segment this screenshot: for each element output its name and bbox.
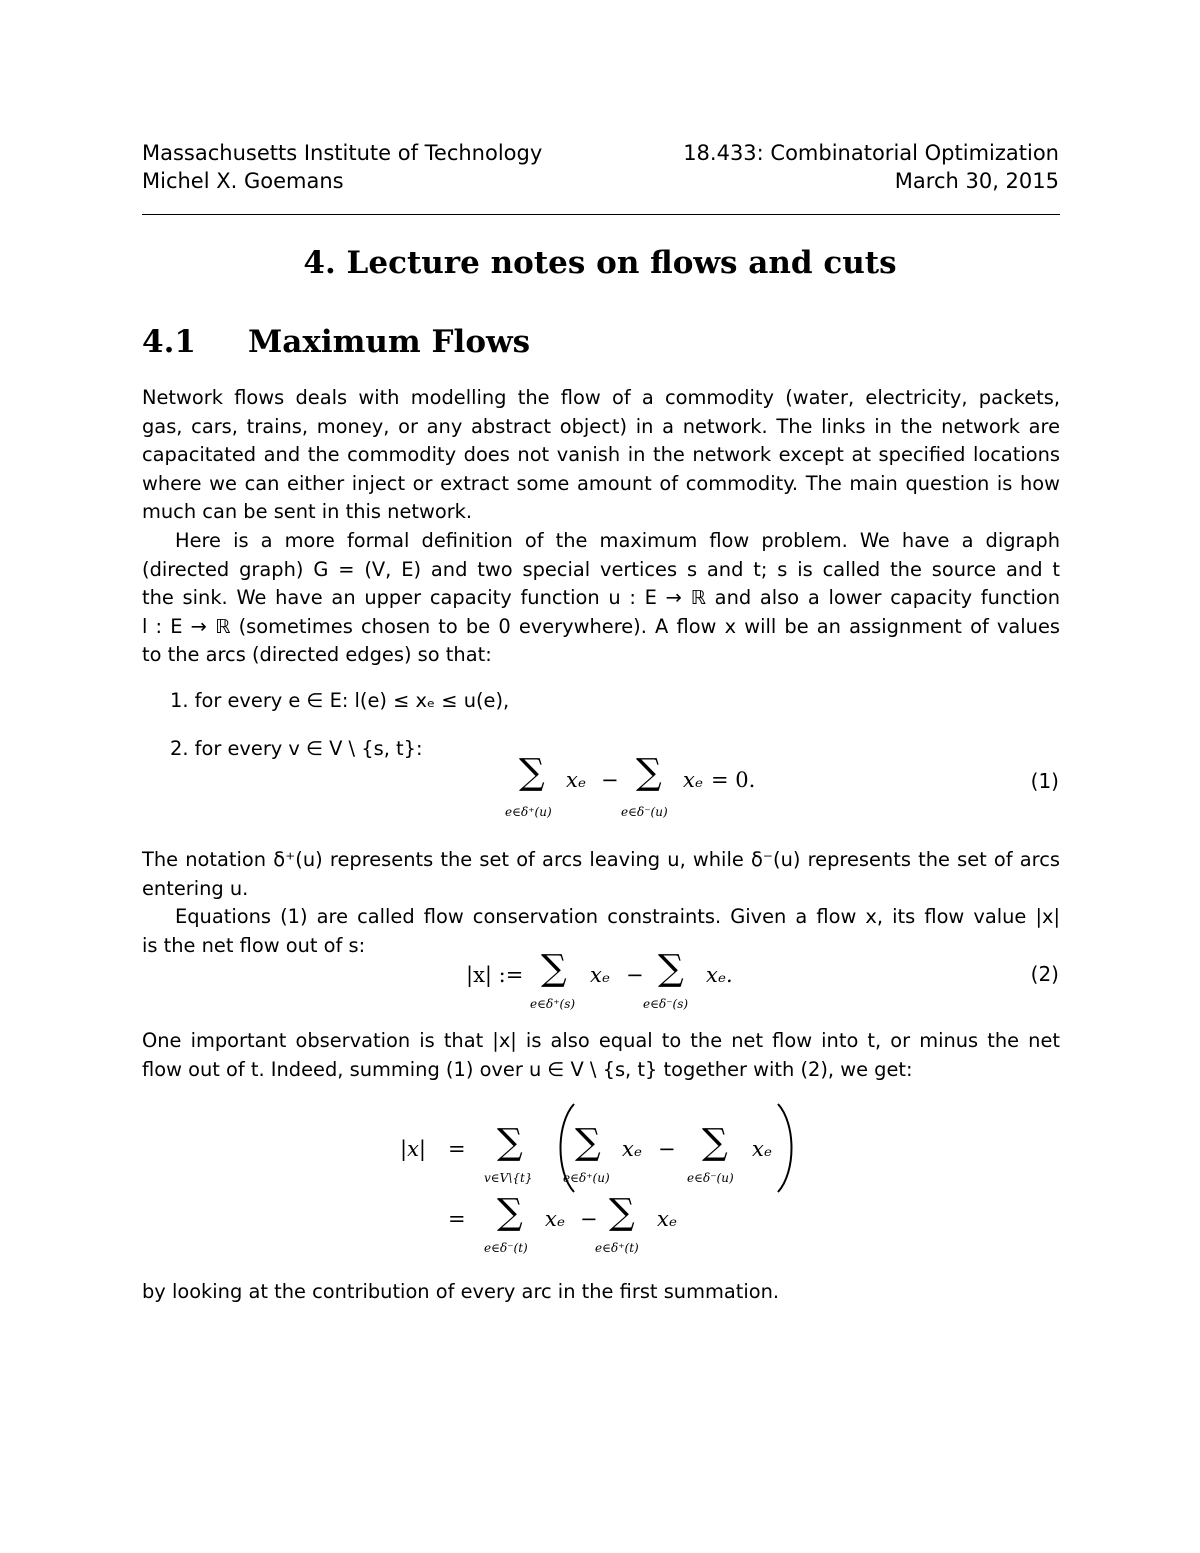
definition-paragraph [142, 527, 1060, 670]
right-paren [772, 1102, 802, 1194]
sum-symbol: ∑ [636, 752, 662, 793]
term: xₑ [566, 768, 586, 792]
sum-subscript: e∈δ⁺(u) [505, 805, 552, 819]
minus-sign: − [601, 768, 619, 792]
equation-lhs: |x| [400, 1137, 426, 1161]
sum-subscript: e∈δ⁻(u) [687, 1171, 734, 1185]
text-line: flow out of t. Indeed, summing (1) over u ∈ V \ {s, t} together with (2), we get: [142, 1057, 913, 1081]
header-course: 18.433: Combinatorial Optimization [683, 141, 1059, 165]
sum-subscript: e∈δ⁺(u) [563, 1171, 610, 1185]
sum-subscript: e∈δ⁻(t) [484, 1241, 528, 1255]
intro-paragraph [142, 384, 1060, 527]
sum-subscript: e∈δ⁻(u) [621, 805, 668, 819]
sum-symbol: ∑ [575, 1122, 601, 1163]
equation-lhs: |x| := [466, 963, 524, 987]
header-date: March 30, 2015 [894, 169, 1059, 193]
sum-subscript: e∈δ⁺(s) [530, 997, 576, 1011]
section-heading [142, 324, 530, 360]
term: xₑ. [706, 963, 733, 987]
text-line: is the net flow out of s: [142, 933, 366, 957]
equals-sign: = [448, 1137, 466, 1161]
sum-symbol: ∑ [658, 948, 684, 989]
text-line: (directed graph) G = (V, E) and two special vertices s and t; s is called the source and t [142, 557, 1060, 581]
sum-symbol: ∑ [702, 1122, 728, 1163]
term: xₑ [657, 1207, 677, 1231]
text-line: The notation δ⁺(u) represents the set of arcs leaving u, while δ⁻(u) represents the set of arcs [142, 848, 1060, 871]
minus-sign: − [658, 1137, 676, 1161]
sum-subscript: e∈δ⁺(t) [595, 1241, 639, 1255]
text-line: Here is a more formal definition of the maximum flow problem. We have a digraph [175, 529, 1060, 552]
text-line: l : E → ℝ (sometimes chosen to be 0 everywhere). A flow x will be an assignment of values [142, 614, 1060, 638]
text-line: capacitated and the commodity does not vanish in the network except at specified locations [142, 443, 1060, 466]
sum-symbol: ∑ [609, 1192, 635, 1233]
observation-paragraph [142, 1027, 1060, 1084]
conservation-paragraph [142, 903, 1060, 960]
equals-sign: = [448, 1207, 466, 1231]
text-line: the sink. We have an upper capacity function u : E → ℝ and also a lower capacity function [142, 586, 1060, 609]
sum-symbol: ∑ [497, 1192, 523, 1233]
term: xₑ [752, 1137, 772, 1161]
text-line: where we can either inject or extract some amount of commodity. The main question is how [142, 471, 1060, 495]
list-item: 2. for every v ∈ V \ {s, t}: [170, 737, 423, 760]
section-title: Maximum Flows [247, 324, 531, 360]
sum-symbol: ∑ [497, 1122, 523, 1163]
term: xₑ [622, 1137, 642, 1161]
header-institution: Massachusetts Institute of Technology [142, 141, 543, 165]
header-author: Michel X. Goemans [142, 169, 344, 193]
page-title: 4. Lecture notes on flows and cuts [303, 245, 897, 281]
section-number: 4.1 [142, 324, 196, 360]
term: xₑ [683, 768, 703, 792]
list-item: 1. for every e ∈ E: l(e) ≤ xₑ ≤ u(e), [170, 689, 510, 712]
minus-sign: − [580, 1207, 598, 1231]
term: xₑ [545, 1207, 565, 1231]
equation-3 [400, 1100, 820, 1270]
text-line: much can be sent in this network. [142, 500, 473, 523]
sum-symbol: ∑ [541, 948, 567, 989]
term: xₑ [590, 963, 610, 987]
header-rule [142, 214, 1060, 215]
sum-subscript: e∈δ⁻(s) [643, 997, 689, 1011]
equation-rhs: = 0. [711, 768, 756, 792]
notation-paragraph [142, 846, 1060, 903]
text-line: Equations (1) are called flow conservation constraints. Given a flow x, its flow value |x| [175, 905, 1060, 928]
text-line: gas, cars, trains, money, or any abstract object) in a network. The links in the network are [142, 414, 1060, 438]
equation-label: (1) [1030, 769, 1059, 793]
text-line: One important observation is that |x| is also equal to the net flow into t, or minus the net [142, 1029, 1060, 1052]
text-line: entering u. [142, 876, 249, 900]
minus-sign: − [626, 963, 644, 987]
text-line: to the arcs (directed edges) so that: [142, 643, 492, 666]
text-line: Network flows deals with modelling the flow of a commodity (water, electricity, packets, [142, 386, 1060, 409]
equation-label: (2) [1030, 962, 1059, 986]
sum-symbol: ∑ [519, 752, 545, 793]
closing-line: by looking at the contribution of every arc in the first summation. [142, 1280, 780, 1303]
sum-subscript: v∈V\{t} [484, 1171, 533, 1185]
